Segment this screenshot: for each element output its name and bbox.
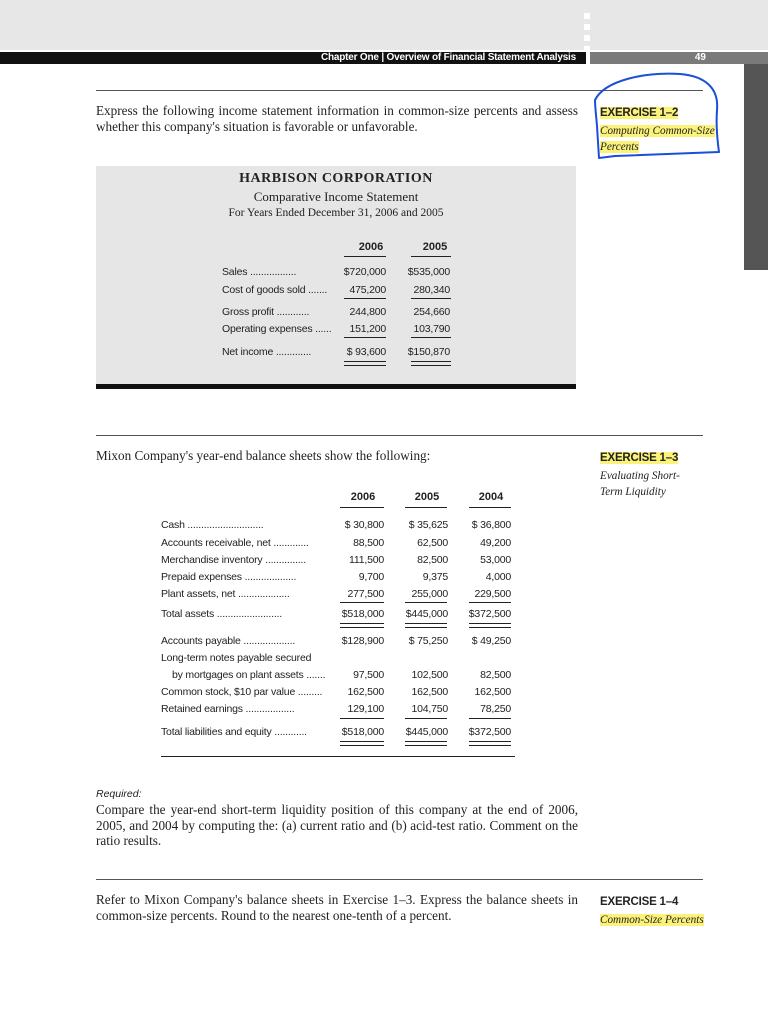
balance-value: 53,000 xyxy=(480,554,511,566)
balance-value: 78,250 xyxy=(480,703,511,715)
col-underline xyxy=(340,507,384,508)
subtotal-rule xyxy=(405,602,447,603)
balance-value: $518,000 xyxy=(341,726,384,738)
balance-value: 88,500 xyxy=(353,537,384,549)
company-name: HARBISON CORPORATION xyxy=(239,171,433,186)
balance-value: 49,200 xyxy=(480,537,511,549)
balance-col-2006: 2006 xyxy=(350,491,376,503)
balance-value: $128,900 xyxy=(341,635,384,647)
balance-value: 9,700 xyxy=(358,571,384,583)
balance-value: 104,750 xyxy=(411,703,448,715)
balance-row-label: Retained earnings .................. xyxy=(161,703,295,715)
col-underline xyxy=(469,507,511,508)
panel-bottom-rule xyxy=(96,384,576,389)
exercise-1-4-heading xyxy=(600,892,725,928)
balance-value: 9,375 xyxy=(422,571,448,583)
balance-col-2005: 2005 xyxy=(414,491,440,503)
balance-value: 97,500 xyxy=(353,669,384,681)
exercise-1-3-heading xyxy=(600,448,725,500)
balance-row-label: by mortgages on plant assets ....... xyxy=(172,669,326,681)
balance-row-label: Plant assets, net ................... xyxy=(161,588,290,600)
balance-value: $ 49,250 xyxy=(471,635,511,647)
required-label: Required: xyxy=(96,788,142,800)
dotted-marker xyxy=(584,13,590,57)
income-value: 103,790 xyxy=(413,323,450,335)
total-double-rule xyxy=(344,361,386,366)
balance-row-label: Total assets ........................ xyxy=(161,608,282,620)
section-rule xyxy=(96,435,703,436)
balance-value: 4,000 xyxy=(485,571,511,583)
exercise-1-2-instructions: Express the following income statement information in common-size percents and assess whether this company's situation is favorable or unfavorable. xyxy=(96,103,578,134)
balance-row-label: Total liabilities and equity ............ xyxy=(161,726,307,738)
chapter-title: Chapter One | Overview of Financial Statement Analysis xyxy=(320,52,576,63)
income-value: $535,000 xyxy=(407,266,450,278)
exercise-1-4-subtitle: Common-Size Percents xyxy=(600,914,704,926)
income-row-label: Sales ................. xyxy=(222,266,297,278)
required-text: Compare the year-end short-term liquidity position of this company at the end of 2006, 2005, and 2004 by computing the: (a) current ratio and (b) acid-test ratio. Comment on the ratio results. xyxy=(96,802,578,848)
income-col-2006: 2006 xyxy=(358,241,384,253)
balance-value: $518,000 xyxy=(341,608,384,620)
income-row-label: Gross profit ............ xyxy=(222,306,310,318)
exercise-1-4-instructions: Refer to Mixon Company's balance sheets in Exercise 1–3. Express the balance sheets in common-size percents. Round to the nearest one-tenth of a percent. xyxy=(96,892,578,923)
balance-value: 162,500 xyxy=(411,686,448,698)
subtotal-rule xyxy=(344,298,386,299)
income-value: 280,340 xyxy=(413,284,450,296)
balance-row-label: Prepaid expenses ................... xyxy=(161,571,297,583)
total-double-rule xyxy=(469,741,511,746)
subtotal-rule xyxy=(411,298,451,299)
subtotal-rule xyxy=(469,718,511,719)
balance-row-label: Accounts payable ................... xyxy=(161,635,296,647)
balance-value: 82,500 xyxy=(417,554,448,566)
balance-value: $445,000 xyxy=(405,608,448,620)
income-value: 475,200 xyxy=(349,284,386,296)
subtotal-rule xyxy=(411,337,451,338)
total-double-rule xyxy=(340,623,384,628)
table-bottom-rule xyxy=(161,756,515,757)
income-value: $ 93,600 xyxy=(346,346,386,358)
exercise-1-2-title: EXERCISE 1–2 xyxy=(600,107,679,119)
balance-value: 229,500 xyxy=(474,588,511,600)
balance-row-label: Long-term notes payable secured xyxy=(161,652,312,664)
exercise-1-3-subtitle: Evaluating Short-Term Liquidity xyxy=(600,470,680,498)
exercise-1-2-subtitle: Computing Common-Size Percents xyxy=(600,125,715,153)
income-value: 244,800 xyxy=(349,306,386,318)
income-value: 254,660 xyxy=(413,306,450,318)
balance-value: $372,500 xyxy=(468,726,511,738)
balance-value: $ 30,800 xyxy=(344,519,384,531)
col-underline xyxy=(405,507,447,508)
exercise-1-4-title: EXERCISE 1–4 xyxy=(600,896,679,908)
balance-value: 111,500 xyxy=(349,554,384,566)
subtotal-rule xyxy=(340,602,384,603)
pen-annotation-circle xyxy=(585,66,727,166)
balance-row-label: Accounts receivable, net ............. xyxy=(161,537,309,549)
side-thumb-tab xyxy=(744,64,768,270)
total-double-rule xyxy=(340,741,384,746)
balance-value: 82,500 xyxy=(480,669,511,681)
statement-period: For Years Ended December 31, 2006 and 2005 xyxy=(228,207,444,219)
income-row-label: Cost of goods sold ....... xyxy=(222,284,328,296)
col-underline xyxy=(344,256,386,257)
balance-value: $ 35,625 xyxy=(408,519,448,531)
balance-value: $372,500 xyxy=(468,608,511,620)
balance-value: 162,500 xyxy=(347,686,384,698)
subtotal-rule xyxy=(344,337,386,338)
total-double-rule xyxy=(405,623,447,628)
balance-value: $445,000 xyxy=(405,726,448,738)
total-double-rule xyxy=(411,361,451,366)
balance-value: 102,500 xyxy=(411,669,448,681)
subtotal-rule xyxy=(469,602,511,603)
balance-value: 62,500 xyxy=(417,537,448,549)
income-row-label: Net income ............. xyxy=(222,346,312,358)
balance-value: 277,500 xyxy=(347,588,384,600)
subtotal-rule xyxy=(405,718,447,719)
top-band xyxy=(0,0,768,50)
statement-title: Comparative Income Statement xyxy=(253,189,419,204)
col-underline xyxy=(411,256,451,257)
page-number: 49 xyxy=(694,52,706,63)
income-value: 151,200 xyxy=(349,323,386,335)
total-double-rule xyxy=(469,623,511,628)
balance-row-label: Cash ............................ xyxy=(161,519,264,531)
balance-value: 162,500 xyxy=(474,686,511,698)
balance-row-label: Merchandise inventory ............... xyxy=(161,554,306,566)
exercise-1-3-intro: Mixon Company's year-end balance sheets show the following: xyxy=(96,448,431,463)
exercise-1-3-title: EXERCISE 1–3 xyxy=(600,452,679,464)
income-value: $150,870 xyxy=(407,346,450,358)
page-number-bar xyxy=(590,52,768,64)
balance-value: $ 36,800 xyxy=(471,519,511,531)
balance-value: $ 75,250 xyxy=(408,635,448,647)
balance-value: 129,100 xyxy=(347,703,384,715)
running-header xyxy=(0,52,586,64)
income-col-2005: 2005 xyxy=(422,241,448,253)
total-double-rule xyxy=(405,741,447,746)
income-value: $720,000 xyxy=(343,266,386,278)
income-row-label: Operating expenses ...... xyxy=(222,323,332,335)
balance-col-2004: 2004 xyxy=(478,491,504,503)
section-rule xyxy=(96,879,703,880)
subtotal-rule xyxy=(340,718,384,719)
balance-row-label: Common stock, $10 par value ......... xyxy=(161,686,323,698)
balance-value: 255,000 xyxy=(411,588,448,600)
